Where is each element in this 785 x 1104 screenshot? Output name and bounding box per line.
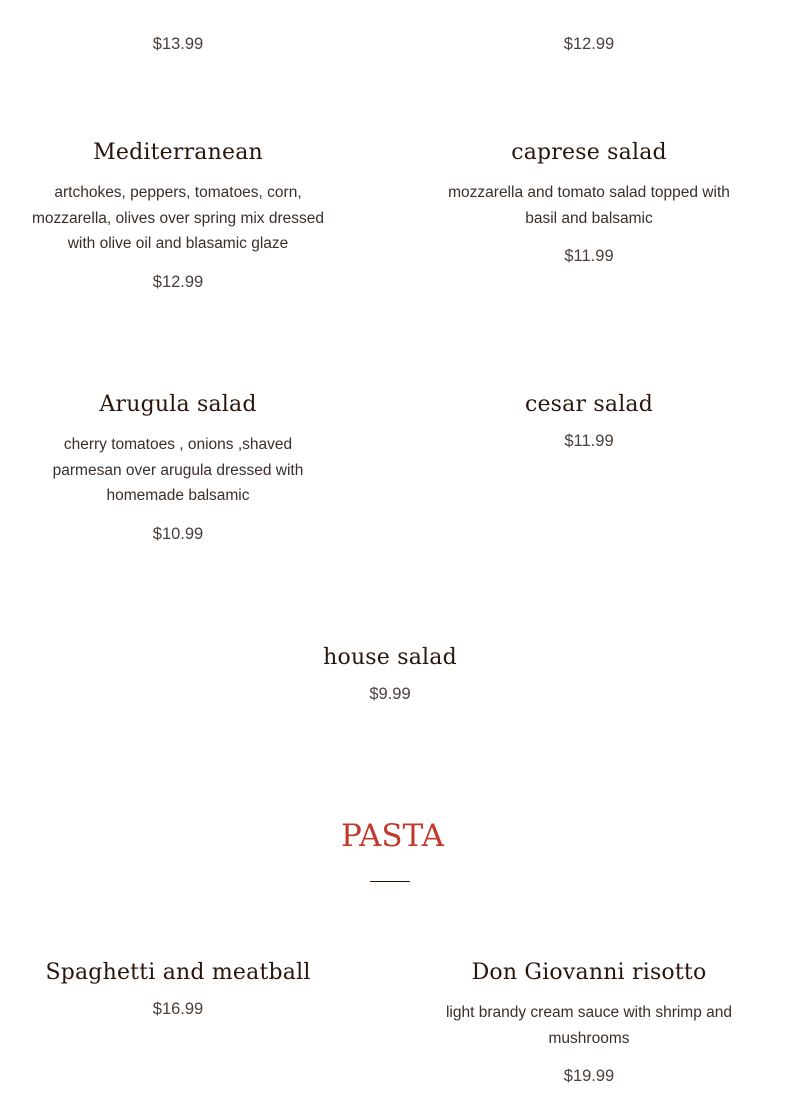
menu-item-spaghetti-and-meatball (28, 959, 328, 1020)
menu-item-caprese-salad (439, 139, 739, 267)
item-name: Arugula salad (99, 392, 257, 417)
item-price: $11.99 (564, 247, 614, 265)
item-price: $16.99 (152, 1000, 204, 1018)
item-price: $12.99 (152, 272, 204, 291)
item-name: Don Giovanni risotto (471, 960, 707, 985)
item-price: $13.99 (152, 35, 204, 53)
item-price: $11.99 (564, 432, 614, 450)
item-name: Spaghetti and meatball (45, 960, 311, 985)
item-price: $10.99 (152, 524, 204, 543)
item-price: $19.99 (563, 1067, 615, 1085)
menu-item-cesar-salad (439, 391, 739, 452)
item-name: Mediterranean (93, 140, 263, 165)
menu-item-arugula-salad (40, 391, 316, 545)
item-description: mozzarella and tomato salad topped with basil and balsamic (448, 184, 730, 227)
menu-item-mediterranean (28, 139, 328, 293)
item-description: artchokes, peppers, tomatoes, corn, mozzarella, olives over spring mix dressed with olive oil and blasamic glaze (31, 184, 325, 252)
item-price: $12.99 (563, 35, 615, 53)
item-name: caprese salad (511, 140, 667, 165)
menu-item-don-giovanni-risotto (439, 959, 739, 1087)
section-divider (370, 881, 410, 882)
menu-item-cut-left (28, 33, 328, 55)
menu-item-cut-right (439, 33, 739, 55)
item-name: house salad (323, 645, 457, 670)
item-price: $9.99 (369, 685, 411, 703)
section-title-pasta: PASTA (340, 818, 444, 854)
menu-item-house-salad (240, 644, 540, 705)
item-description: light brandy cream sauce with shrimp and mushrooms (445, 1004, 733, 1047)
item-description: cherry tomatoes , onions ,shaved parmesan over arugula dressed with homemade balsamic (52, 436, 304, 504)
item-name: cesar salad (524, 392, 654, 417)
